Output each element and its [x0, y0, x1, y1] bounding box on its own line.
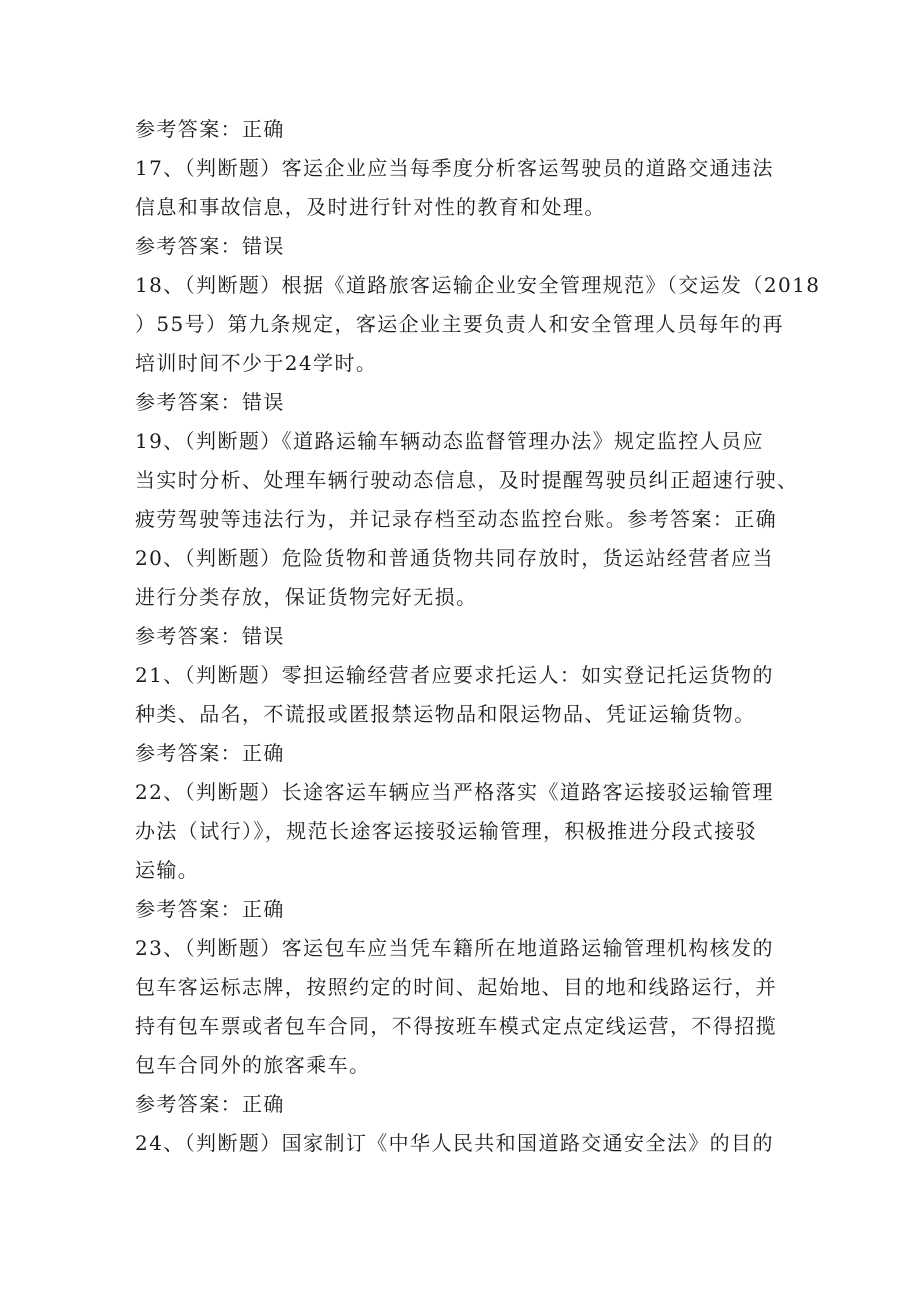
- question-23-line: 包车合同外的旅客乘车。: [135, 1053, 371, 1077]
- question-23-line: 包车客运标志牌，按照约定的时间、起始地、目的地和线路运行，并: [135, 975, 777, 999]
- question-22-line: 运输。: [135, 858, 200, 882]
- question-22-line: 22、（判断题）长途客运车辆应当严格落实《道路客运接驳运输管理: [135, 780, 774, 804]
- question-20-line: 进行分类存放，保证货物完好无损。: [135, 585, 478, 609]
- question-19-line: 19、（判断题）《道路运输车辆动态监督管理办法》规定监控人员应: [135, 429, 764, 453]
- question-19-line: 疲劳驾驶等违法行为，并记录存档至动态监控台账。参考答案：正确: [135, 507, 777, 531]
- question-24-line: 24、（判断题）国家制订《中华人民共和国道路交通安全法》的目的: [135, 1131, 774, 1155]
- question-21-line: 21、（判断题）零担运输经营者应要求托运人：如实登记托运货物的: [135, 663, 774, 687]
- question-17-line: 信息和事故信息，及时进行针对性的教育和处理。: [135, 195, 606, 219]
- document-body: [135, 110, 821, 1163]
- answer-line: 参考答案：错误: [135, 234, 285, 258]
- answer-line: 参考答案：错误: [135, 390, 285, 414]
- answer-line: 参考答案：正确: [135, 897, 285, 921]
- question-21-line: 种类、品名，不谎报或匿报禁运物品和限运物品、凭证运输货物。: [135, 702, 756, 726]
- question-18-line: ）55号）第九条规定，客运企业主要负责人和安全管理人员每年的再: [135, 312, 784, 336]
- question-23-line: 持有包车票或者包车合同，不得按班车模式定点定线运营，不得招揽: [135, 1014, 777, 1038]
- answer-line: 参考答案：正确: [135, 117, 285, 141]
- answer-line: 参考答案：正确: [135, 741, 285, 765]
- question-17-line: 17、（判断题）客运企业应当每季度分析客运驾驶员的道路交通违法: [135, 156, 774, 180]
- question-22-line: 办法（试行）》，规范长途客运接驳运输管理，积极推进分段式接驳: [135, 819, 757, 843]
- question-18-line: 培训时间不少于24学时。: [135, 351, 378, 375]
- question-19-line: 当实时分析、处理车辆行驶动态信息，及时提醒驾驶员纠正超速行驶、: [135, 468, 799, 492]
- question-18-line: 18、（判断题）根据《道路旅客运输企业安全管理规范》（交运发（2018: [135, 273, 821, 297]
- question-23-line: 23、（判断题）客运包车应当凭车籍所在地道路运输管理机构核发的: [135, 936, 774, 960]
- answer-line: 参考答案：错误: [135, 624, 285, 648]
- question-20-line: 20、（判断题）危险货物和普通货物共同存放时，货运站经营者应当: [135, 546, 774, 570]
- answer-line: 参考答案：正确: [135, 1092, 285, 1116]
